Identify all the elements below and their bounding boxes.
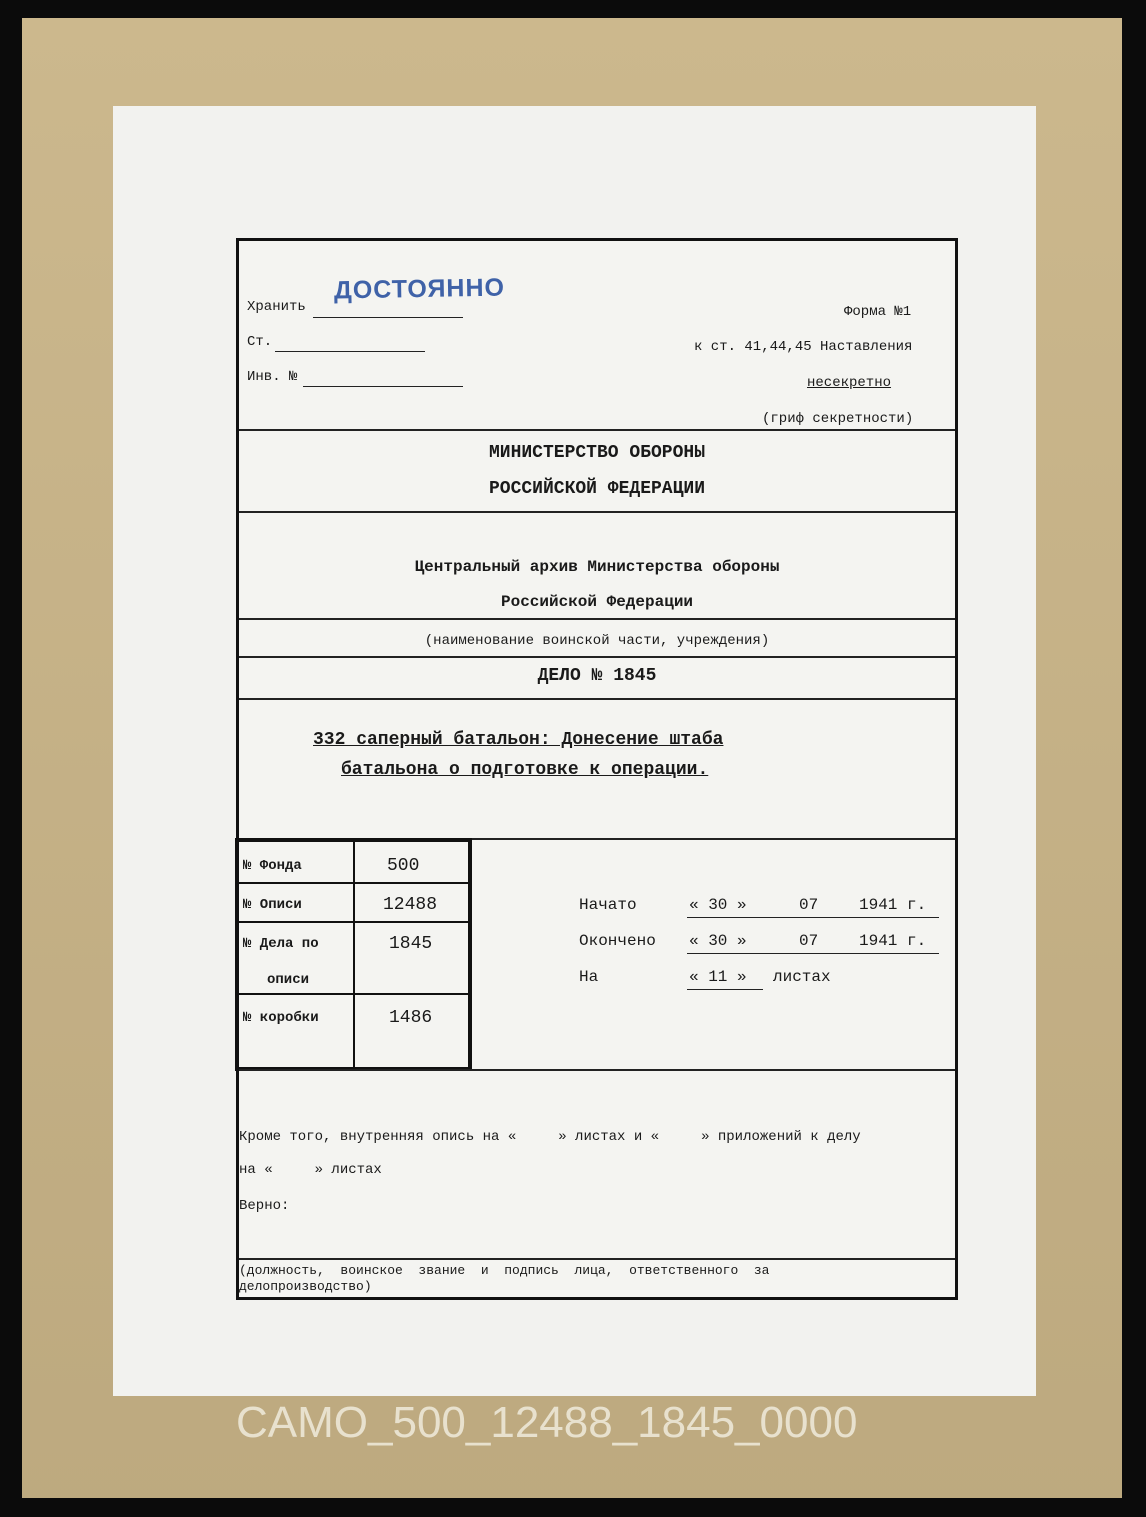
ministry-line1: МИНИСТЕРСТВО ОБОРОНЫ	[488, 443, 706, 463]
ministry-line2: РОССИЙСКОЙ ФЕДЕРАЦИИ	[488, 479, 706, 499]
table-value: 500	[387, 856, 420, 876]
started-day: « 30 »	[689, 896, 747, 914]
table-label-cont: описи	[267, 972, 310, 988]
file-id-label: CAMO_500_12488_1845_0000	[236, 1398, 858, 1447]
archive-codes-table	[235, 838, 472, 1071]
archive-line1: Центральный архив Министерства обороны	[414, 558, 780, 576]
ended-label: Окончено	[579, 932, 656, 950]
secrecy-caption: (гриф секретности)	[762, 411, 914, 427]
table-value: 1486	[389, 1008, 433, 1028]
st-label: Ст.	[247, 334, 273, 350]
signature-caption-1: (должность, воинское звание и подпись лица, ответственного за	[239, 1263, 770, 1278]
started-year: 1941 г.	[859, 896, 927, 914]
started-month: 07	[799, 896, 819, 914]
form-label: Форма №1	[844, 304, 912, 320]
archive-caption: (наименование воинской части, учреждения)	[424, 633, 770, 649]
sheets-label: листах	[773, 968, 831, 986]
started-label: Начато	[579, 896, 637, 914]
table-label: № Описи	[243, 897, 302, 913]
archive-line2: Российской Федерации	[500, 593, 694, 611]
table-label: № Фонда	[243, 858, 302, 874]
ended-year: 1941 г.	[859, 932, 927, 950]
table-label: № Дела по	[243, 936, 319, 952]
table-label: № коробки	[243, 1010, 319, 1026]
case-subject-line1: 332 саперный батальон: Донесение штаба	[313, 730, 724, 750]
secrecy-value: несекретно	[807, 375, 892, 391]
archive-cover-form	[236, 238, 958, 1300]
case-subject-line2: батальона о подготовке к операции.	[341, 760, 709, 780]
sheets-count: « 11 »	[689, 968, 747, 986]
keep-stamp: ДОСТОЯННО	[333, 273, 506, 305]
ended-day: « 30 »	[689, 932, 747, 950]
notes-line1: Кроме того, внутренняя опись на « » листах и « » приложений к делу	[239, 1129, 861, 1145]
table-value: 1845	[389, 934, 433, 954]
case-title: ДЕЛО № 1845	[537, 666, 657, 686]
notes-line2: на « » листах	[239, 1162, 382, 1178]
verified-label: Верно:	[239, 1198, 290, 1214]
inv-label: Инв. №	[247, 369, 298, 385]
ended-month: 07	[799, 932, 819, 950]
keep-label: Хранить	[247, 299, 306, 315]
signature-caption-2: делопроизводство)	[239, 1279, 372, 1294]
articles-label: к ст. 41,44,45 Наставления	[694, 339, 913, 355]
table-value: 12488	[383, 895, 438, 915]
on-label: На	[579, 968, 599, 986]
